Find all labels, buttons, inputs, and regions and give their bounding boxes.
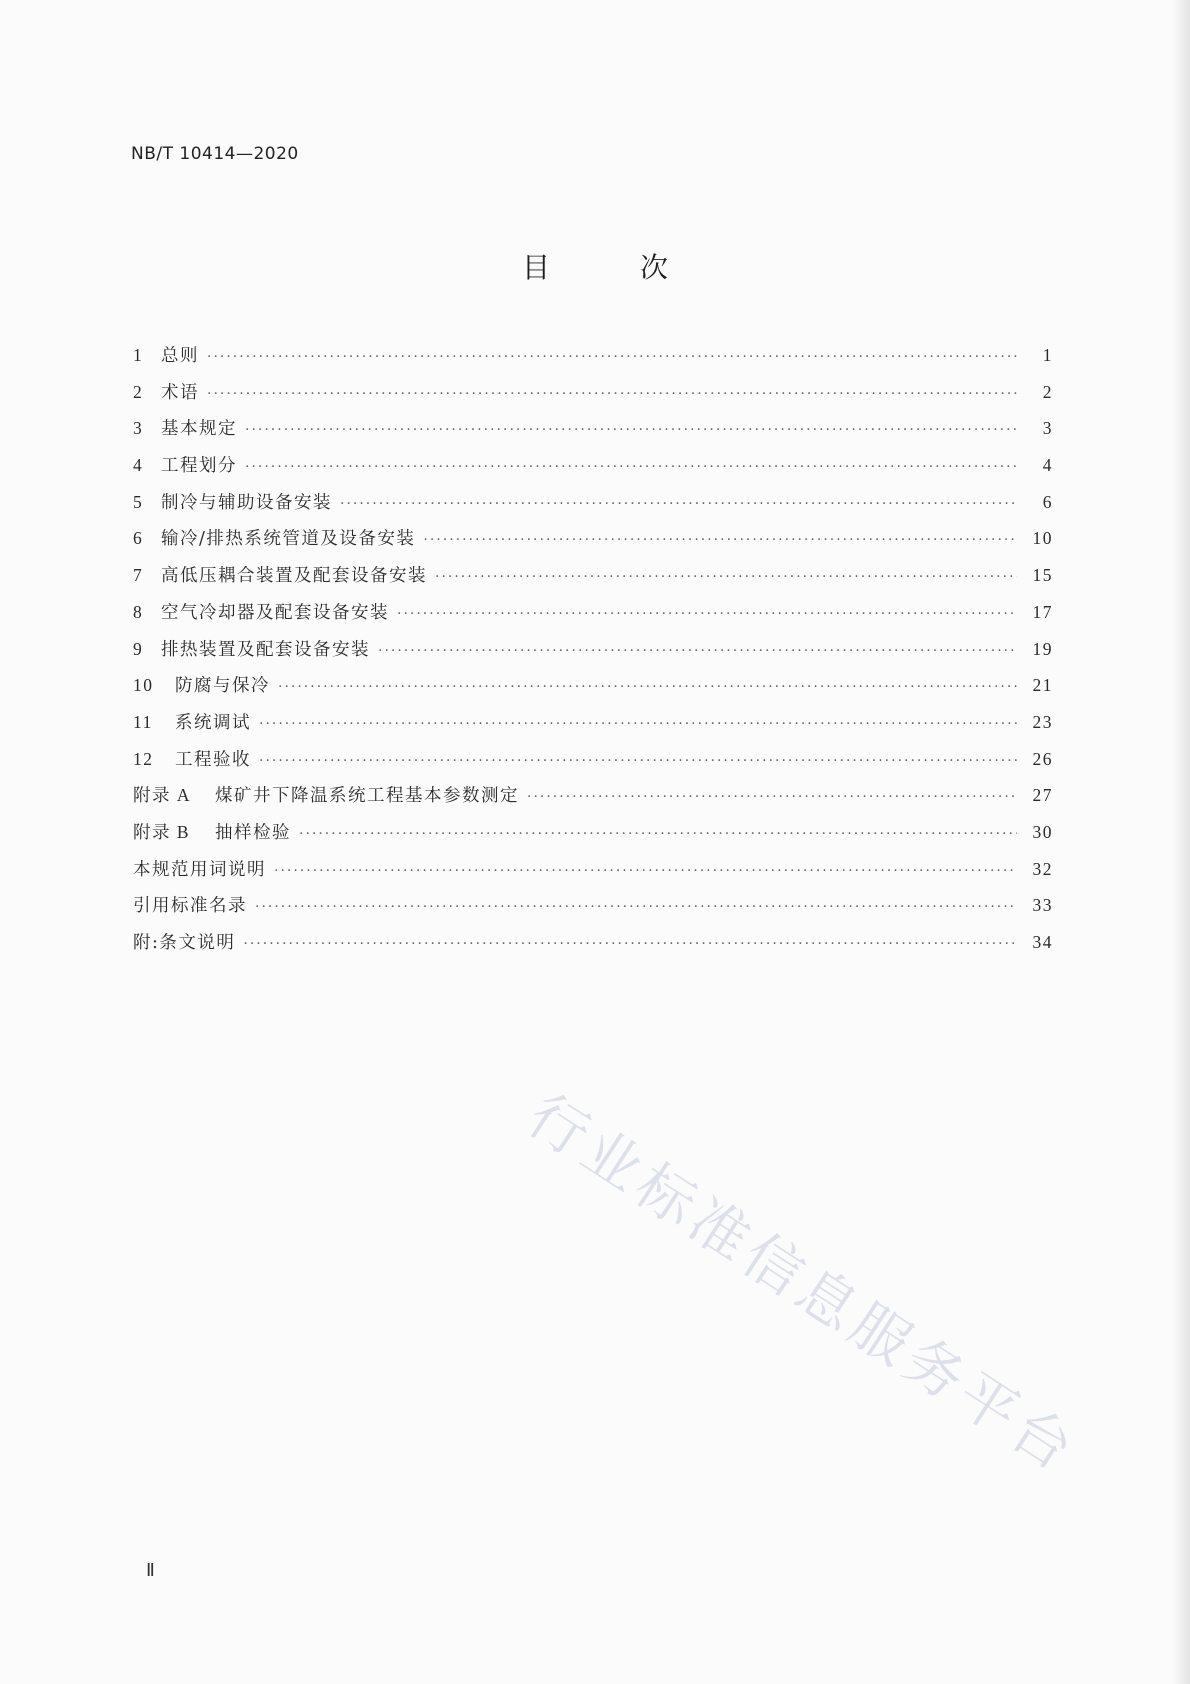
toc-entry-page: 26 — [1032, 748, 1053, 769]
toc-leader-dots — [243, 936, 1017, 952]
toc-entry-number: 6 — [133, 528, 144, 549]
toc-entry-number: 1 — [133, 345, 144, 365]
toc-entry-number: 12 — [133, 748, 154, 769]
toc-leader-dots — [378, 643, 1017, 659]
toc-leader-dots — [207, 349, 1017, 365]
toc-leader-dots — [255, 899, 1017, 915]
toc-entry-page: 21 — [1032, 675, 1053, 696]
toc-entry-title: 输冷/排热系统管道及设备安装 — [161, 529, 416, 550]
toc-entry-title: 制冷与辅助设备安装 — [161, 492, 332, 513]
toc-entry-title: 抽样检验 — [215, 822, 291, 843]
toc-entry[interactable] — [133, 929, 1053, 966]
toc-entry-page: 27 — [1032, 785, 1053, 806]
toc-leader-dots — [278, 679, 1017, 695]
toc-entry[interactable] — [133, 672, 1053, 709]
toc-entry-title: 工程划分 — [161, 456, 237, 477]
toc-entry[interactable] — [133, 415, 1053, 452]
toc-entry-title: 空气冷却器及配套设备安装 — [161, 602, 389, 623]
toc-entry[interactable] — [133, 342, 1053, 379]
toc-leader-dots — [207, 386, 1017, 402]
toc-entry-title: 煤矿井下降温系统工程基本参数测定 — [215, 786, 519, 807]
toc-leader-dots — [527, 789, 1017, 805]
toc-leader-dots — [274, 863, 1017, 879]
toc-entry-page: 23 — [1032, 711, 1053, 732]
toc-leader-dots — [397, 606, 1017, 622]
toc-entry-title: 工程验收 — [175, 749, 251, 770]
toc-title — [0, 246, 1190, 286]
toc-entry[interactable] — [133, 562, 1053, 599]
toc-entry-number: 11 — [133, 711, 153, 732]
toc-entry-page: 4 — [1042, 455, 1053, 476]
toc-entry[interactable] — [133, 379, 1053, 416]
toc-entry-number: 附录 A — [133, 785, 192, 806]
toc-entry[interactable] — [133, 525, 1053, 562]
toc-title-left: 目 — [521, 251, 550, 284]
toc-entry-title: 基本规定 — [161, 419, 237, 440]
toc-entry-title: 排热装置及配套设备安装 — [161, 639, 370, 660]
toc-entry-title: 术语 — [161, 382, 199, 403]
toc-entry-page: 19 — [1032, 638, 1053, 659]
toc-entry[interactable] — [133, 452, 1053, 489]
toc-entry-page: 34 — [1032, 932, 1053, 952]
watermark: 行业标准信息服务平台 — [515, 1080, 1090, 1487]
toc-entry[interactable] — [133, 782, 1053, 819]
toc-entry-page: 33 — [1032, 895, 1053, 916]
toc-leader-dots — [245, 459, 1017, 475]
toc-leader-dots — [340, 496, 1017, 512]
toc-entry-page: 15 — [1032, 565, 1053, 586]
standard-code: NB/T 10414—2020 — [131, 144, 299, 164]
toc-entry-page: 3 — [1042, 418, 1053, 439]
toc-leader-dots — [259, 753, 1017, 769]
toc-entry-title: 系统调试 — [175, 712, 251, 733]
toc-entry-page: 1 — [1042, 345, 1053, 365]
toc-entry-number: 3 — [133, 418, 144, 439]
toc-leader-dots — [299, 826, 1017, 842]
toc-entry-number: 5 — [133, 491, 144, 512]
toc-entry-page: 10 — [1032, 528, 1053, 549]
toc-entry-number: 8 — [133, 601, 144, 622]
page-number: Ⅱ — [146, 1560, 155, 1580]
toc-entry-title: 防腐与保冷 — [175, 676, 270, 697]
toc-entry-title: 高低压耦合装置及配套设备安装 — [161, 566, 427, 587]
toc-entry-number: 附录 B — [133, 821, 191, 842]
toc-entry-title: 附:条文说明 — [133, 933, 236, 953]
toc-entry-page: 32 — [1032, 858, 1053, 879]
toc-title-right: 次 — [640, 251, 669, 284]
toc-entry[interactable] — [133, 746, 1053, 783]
toc-entry[interactable] — [133, 819, 1053, 856]
toc-entry-number: 4 — [133, 455, 144, 476]
toc-entry[interactable] — [133, 709, 1053, 746]
table-of-contents — [133, 342, 1053, 966]
toc-entry-title: 总则 — [161, 346, 199, 366]
toc-entry[interactable] — [133, 892, 1053, 929]
toc-leader-dots — [245, 422, 1017, 438]
toc-entry-number: 7 — [133, 565, 144, 586]
toc-entry[interactable] — [133, 856, 1053, 893]
toc-leader-dots — [435, 569, 1017, 585]
toc-entry[interactable] — [133, 599, 1053, 636]
toc-entry-number: 9 — [133, 638, 144, 659]
toc-entry[interactable] — [133, 636, 1053, 673]
toc-entry-page: 2 — [1042, 381, 1053, 402]
toc-leader-dots — [259, 716, 1017, 732]
toc-entry-title: 本规范用词说明 — [133, 859, 266, 880]
toc-entry-page: 17 — [1032, 601, 1053, 622]
toc-leader-dots — [423, 532, 1017, 548]
toc-entry-number: 10 — [133, 675, 154, 696]
toc-entry[interactable] — [133, 489, 1053, 526]
toc-entry-page: 30 — [1032, 821, 1053, 842]
toc-entry-number: 2 — [133, 381, 144, 402]
toc-entry-title: 引用标准名录 — [133, 896, 247, 917]
toc-entry-page: 6 — [1042, 491, 1053, 512]
